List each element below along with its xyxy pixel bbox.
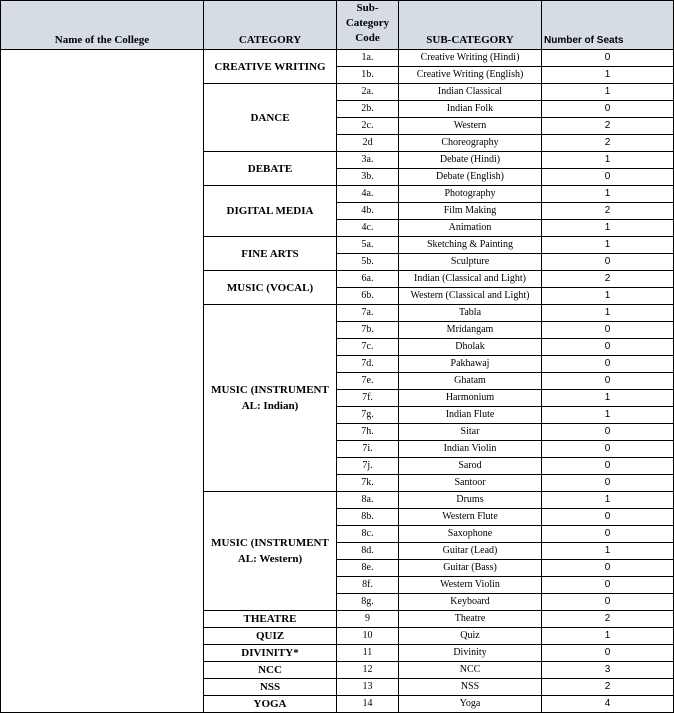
subcategory-name-cell: Indian Flute [399,407,542,424]
number-of-seats-cell: 0 [542,577,674,594]
category-cell: DANCE [204,84,337,152]
number-of-seats-cell: 0 [542,526,674,543]
header-code-line-2: Category [345,17,390,29]
subcategory-name-cell: Sitar [399,424,542,441]
subcategory-name-cell: Divinity [399,645,542,662]
subcategory-code-cell: 7g. [337,407,399,424]
table-body [1,50,674,713]
header-number-of-seats: Number of Seats [542,1,674,50]
number-of-seats-cell: 2 [542,679,674,696]
subcategory-name-cell: Guitar (Lead) [399,543,542,560]
number-of-seats-cell: 0 [542,373,674,390]
subcategory-name-cell: Western Flute [399,509,542,526]
subcategory-name-cell: Guitar (Bass) [399,560,542,577]
subcategory-code-cell: 7k. [337,475,399,492]
category-cell: NSS [204,679,337,696]
subcategory-name-cell: Keyboard [399,594,542,611]
subcategory-code-cell: 7i. [337,441,399,458]
college-name-cell [1,50,204,713]
category-cell: MUSIC (INSTRUMENT AL: Western) [204,492,337,611]
subcategory-name-cell: NSS [399,679,542,696]
subcategory-code-cell: 7b. [337,322,399,339]
subcategory-code-cell: 2c. [337,118,399,135]
number-of-seats-cell: 0 [542,509,674,526]
number-of-seats-cell: 0 [542,645,674,662]
subcategory-name-cell: Debate (English) [399,169,542,186]
subcategory-code-cell: 5b. [337,254,399,271]
category-cell: DIGITAL MEDIA [204,186,337,237]
header-row [1,1,674,50]
subcategory-code-cell: 6b. [337,288,399,305]
subcategory-name-cell: Photography [399,186,542,203]
subcategory-code-cell: 11 [337,645,399,662]
category-cell: MUSIC (VOCAL) [204,271,337,305]
number-of-seats-cell: 2 [542,611,674,628]
subcategory-name-cell: Saxophone [399,526,542,543]
subcategory-code-cell: 4b. [337,203,399,220]
subcategory-code-cell: 7a. [337,305,399,322]
subcategory-name-cell: Choreography [399,135,542,152]
number-of-seats-cell: 1 [542,628,674,645]
category-cell: MUSIC (INSTRUMENT AL: Indian) [204,305,337,492]
number-of-seats-cell: 1 [542,84,674,101]
subcategory-name-cell: Harmonium [399,390,542,407]
header-code-line-1: Sub- [356,2,379,14]
subcategory-name-cell: Creative Writing (Hindi) [399,50,542,67]
number-of-seats-cell: 0 [542,594,674,611]
subcategory-code-cell: 1a. [337,50,399,67]
subcategory-code-cell: 7h. [337,424,399,441]
subcategory-code-cell: 2d [337,135,399,152]
number-of-seats-cell: 1 [542,237,674,254]
subcategory-code-cell: 7c. [337,339,399,356]
number-of-seats-cell: 2 [542,271,674,288]
number-of-seats-cell: 1 [542,390,674,407]
subcategory-name-cell: Yoga [399,696,542,713]
subcategory-name-cell: Santoor [399,475,542,492]
subcategory-code-cell: 8d. [337,543,399,560]
category-cell: CREATIVE WRITING [204,50,337,84]
category-cell: THEATRE [204,611,337,628]
number-of-seats-cell: 1 [542,407,674,424]
number-of-seats-cell: 0 [542,458,674,475]
number-of-seats-cell: 0 [542,424,674,441]
subcategory-code-cell: 8b. [337,509,399,526]
number-of-seats-cell: 1 [542,305,674,322]
subcategory-code-cell: 3a. [337,152,399,169]
number-of-seats-cell: 2 [542,118,674,135]
number-of-seats-cell: 0 [542,254,674,271]
category-cell: QUIZ [204,628,337,645]
header-subcategory: SUB-CATEGORY [399,1,542,50]
subcategory-code-cell: 7j. [337,458,399,475]
subcategory-code-cell: 8e. [337,560,399,577]
subcategory-name-cell: Sketching & Painting [399,237,542,254]
number-of-seats-cell: 0 [542,356,674,373]
subcategory-code-cell: 10 [337,628,399,645]
category-cell: NCC [204,662,337,679]
category-cell: FINE ARTS [204,237,337,271]
header-subcategory-code [337,1,399,50]
subcategory-code-cell: 7d. [337,356,399,373]
subcategory-code-cell: 8g. [337,594,399,611]
subcategory-name-cell: Mridangam [399,322,542,339]
number-of-seats-cell: 0 [542,50,674,67]
subcategory-code-cell: 1b. [337,67,399,84]
subcategory-code-cell: 7e. [337,373,399,390]
number-of-seats-cell: 2 [542,135,674,152]
subcategory-name-cell: Western (Classical and Light) [399,288,542,305]
subcategory-code-cell: 4a. [337,186,399,203]
subcategory-name-cell: Drums [399,492,542,509]
subcategory-code-cell: 3b. [337,169,399,186]
header-code-line-3: Code [355,32,380,44]
subcategory-code-cell: 5a. [337,237,399,254]
subcategory-name-cell: Western [399,118,542,135]
subcategory-name-cell: Creative Writing (English) [399,67,542,84]
subcategory-name-cell: Debate (Hindi) [399,152,542,169]
number-of-seats-cell: 4 [542,696,674,713]
subcategory-code-cell: 8a. [337,492,399,509]
number-of-seats-cell: 2 [542,203,674,220]
table-row [1,50,674,67]
subcategory-name-cell: Theatre [399,611,542,628]
subcategory-name-cell: Dholak [399,339,542,356]
number-of-seats-cell: 1 [542,186,674,203]
number-of-seats-cell: 1 [542,67,674,84]
subcategory-name-cell: Ghatam [399,373,542,390]
subcategory-name-cell: Sculpture [399,254,542,271]
number-of-seats-cell: 1 [542,543,674,560]
category-cell: DIVINITY* [204,645,337,662]
subcategory-code-cell: 8c. [337,526,399,543]
subcategory-name-cell: Indian Folk [399,101,542,118]
number-of-seats-cell: 0 [542,475,674,492]
number-of-seats-cell: 0 [542,339,674,356]
subcategory-code-cell: 4c. [337,220,399,237]
subcategory-name-cell: Indian Violin [399,441,542,458]
subcategory-code-cell: 6a. [337,271,399,288]
subcategory-code-cell: 2a. [337,84,399,101]
subcategory-name-cell: Animation [399,220,542,237]
number-of-seats-cell: 0 [542,169,674,186]
subcategory-name-cell: Western Violin [399,577,542,594]
number-of-seats-cell: 3 [542,662,674,679]
subcategory-code-cell: 7f. [337,390,399,407]
subcategory-name-cell: Quiz [399,628,542,645]
subcategory-code-cell: 12 [337,662,399,679]
category-cell: DEBATE [204,152,337,186]
number-of-seats-cell: 0 [542,101,674,118]
subcategory-name-cell: Indian Classical [399,84,542,101]
subcategory-code-cell: 8f. [337,577,399,594]
number-of-seats-cell: 0 [542,560,674,577]
number-of-seats-cell: 1 [542,152,674,169]
number-of-seats-cell: 1 [542,220,674,237]
subcategory-name-cell: NCC [399,662,542,679]
subcategory-code-cell: 9 [337,611,399,628]
subcategory-name-cell: Film Making [399,203,542,220]
number-of-seats-cell: 0 [542,441,674,458]
number-of-seats-cell: 1 [542,492,674,509]
subcategory-name-cell: Tabla [399,305,542,322]
subcategory-code-cell: 2b. [337,101,399,118]
category-cell: YOGA [204,696,337,713]
subcategory-name-cell: Indian (Classical and Light) [399,271,542,288]
subcategory-code-cell: 13 [337,679,399,696]
subcategory-name-cell: Pakhawaj [399,356,542,373]
subcategory-name-cell: Sarod [399,458,542,475]
header-college-name: Name of the College [1,1,204,50]
subcategory-code-cell: 14 [337,696,399,713]
header-category: CATEGORY [204,1,337,50]
number-of-seats-cell: 0 [542,322,674,339]
number-of-seats-cell: 1 [542,288,674,305]
